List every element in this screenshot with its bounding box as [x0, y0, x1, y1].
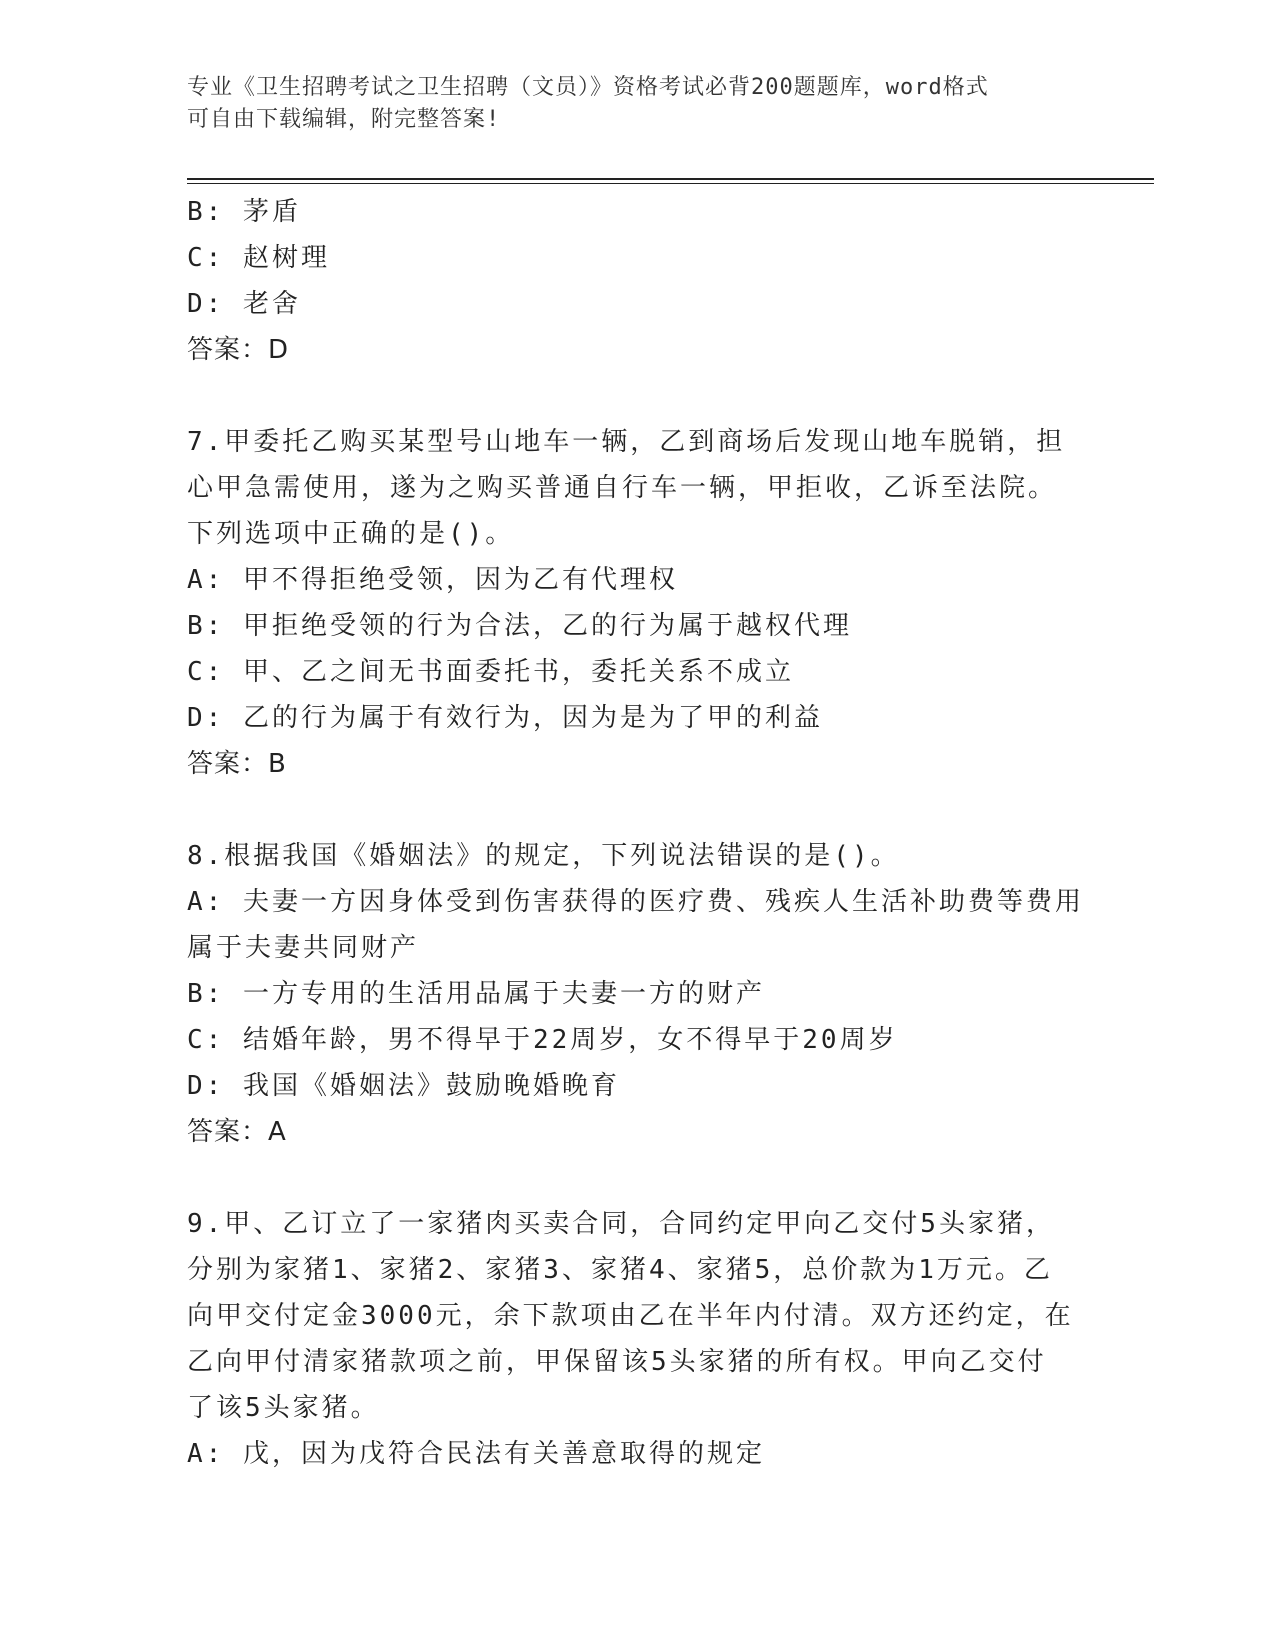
spacer: [187, 1155, 1087, 1201]
option-d: D: 我国《婚姻法》鼓励晚婚晚育: [187, 1071, 620, 1101]
question-stem: 9.甲、乙订立了一家猪肉买卖合同，合同约定甲向乙交付5头家猪，: [187, 1209, 1055, 1239]
question-stem: 分别为家猪1、家猪2、家猪3、家猪4、家猪5，总价款为1万元。乙: [187, 1255, 1053, 1285]
option-b: B: 甲拒绝受领的行为合法，乙的行为属于越权代理: [187, 611, 852, 641]
question-stem: 下列选项中正确的是()。: [187, 519, 515, 549]
document-header: [187, 72, 1087, 136]
question-stem: 了该5头家猪。: [187, 1393, 380, 1423]
question-stem: 向甲交付定金3000元，余下款项由乙在半年内付清。双方还约定，在: [187, 1301, 1074, 1331]
option-a-continued: 属于夫妻共同财产: [187, 933, 420, 963]
option-a: A: 戊，因为戊符合民法有关善意取得的规定: [187, 1439, 765, 1469]
document-body: [187, 189, 1087, 1477]
option-c: C: 结婚年龄，男不得早于22周岁，女不得早于20周岁: [187, 1025, 898, 1055]
header-title-line-1: 专业《卫生招聘考试之卫生招聘（文员）》资格考试必背200题题库，word格式: [187, 75, 989, 100]
option-a: A: 甲不得拒绝受领，因为乙有代理权: [187, 565, 678, 595]
option-c: C: 赵树理: [187, 243, 330, 273]
question-stem: 8.根据我国《婚姻法》的规定，下列说法错误的是()。: [187, 841, 900, 871]
answer: 答案：B: [187, 749, 287, 779]
answer: 答案：D: [187, 335, 290, 365]
answer: 答案：A: [187, 1117, 287, 1147]
option-b: B: 茅盾: [187, 197, 301, 227]
question-stem: 乙向甲付清家猪款项之前，甲保留该5头家猪的所有权。甲向乙交付: [187, 1347, 1047, 1377]
option-b: B: 一方专用的生活用品属于夫妻一方的财产: [187, 979, 765, 1009]
question-8: [187, 833, 1087, 1155]
option-d: D: 老舍: [187, 289, 301, 319]
question-9: [187, 1201, 1087, 1477]
header-title-line-2: 可自由下载编辑，附完整答案!: [187, 107, 501, 132]
header-divider-thin: [187, 183, 1154, 184]
spacer: [187, 373, 1087, 419]
question-stem: 7.甲委托乙购买某型号山地车一辆，乙到商场后发现山地车脱销，担: [187, 427, 1066, 457]
option-a: A: 夫妻一方因身体受到伤害获得的医疗费、残疾人生活补助费等费用: [187, 887, 1084, 917]
question-7: [187, 419, 1087, 787]
header-divider-thick: [187, 178, 1154, 180]
option-d: D: 乙的行为属于有效行为，因为是为了甲的利益: [187, 703, 823, 733]
question-stem: 心甲急需使用，遂为之购买普通自行车一辆，甲拒收，乙诉至法院。: [187, 473, 1058, 503]
question-6-continued: [187, 189, 1087, 373]
option-c: C: 甲、乙之间无书面委托书，委托关系不成立: [187, 657, 794, 687]
spacer: [187, 787, 1087, 833]
